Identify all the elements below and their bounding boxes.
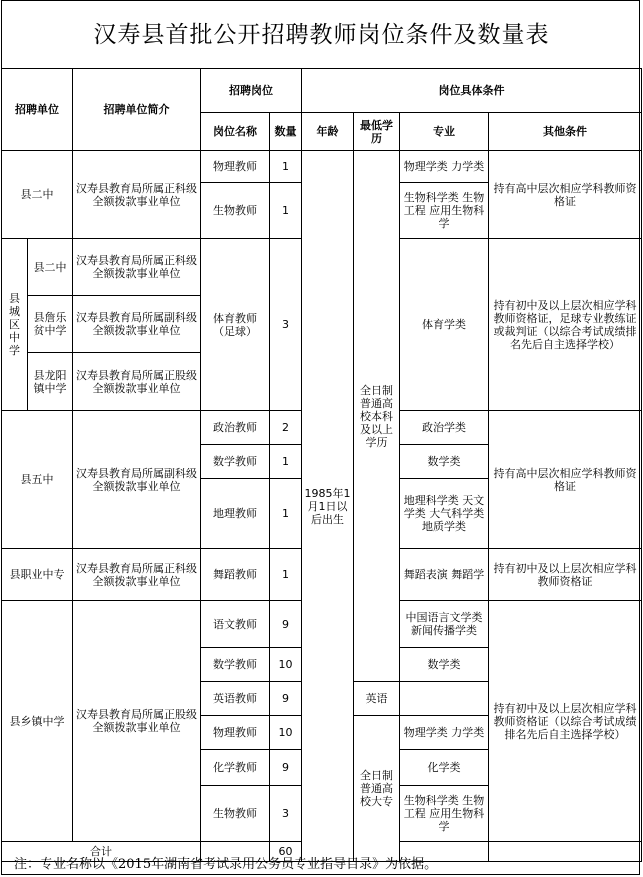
education-bachelor: 全日制普通高校本科及以上学历 <box>354 151 400 682</box>
footnote: 注：专业名称以《2015年湖南省考试录用公务员专业指导目录》为依据。 <box>14 857 438 872</box>
header-unit: 招聘单位 <box>2 69 73 151</box>
header-education: 最低学历 <box>354 113 400 151</box>
count-math-1: 1 <box>270 445 302 479</box>
unit-er-zhong: 县二中 <box>2 151 73 239</box>
header-age: 年龄 <box>302 113 354 151</box>
total-count: 60 <box>270 842 302 862</box>
other-wu-zhong: 持有高中层次相应学科教师资格证 <box>489 411 642 549</box>
intro-xiangzhen: 汉寿县教育局所属正股级全额拨款事业单位 <box>73 601 201 842</box>
count-english: 9 <box>270 682 302 716</box>
post-chemistry: 化学教师 <box>201 750 270 786</box>
other-zhiye: 持有初中及以上层次相应学科教师资格证 <box>489 549 642 601</box>
major-physics-1: 物理学类 力学类 <box>400 151 489 183</box>
age-requirement: 1985年1月1日以后出生 <box>302 151 354 862</box>
major-biology-2: 生物科学类 生物工程 应用生物科学 <box>400 786 489 842</box>
unit-wu-zhong: 县五中 <box>2 411 73 549</box>
count-biology-2: 3 <box>270 786 302 842</box>
major-politics: 政治学类 <box>400 411 489 445</box>
other-chengqu: 持有初中及以上层次相应学科教师资格证，足球专业教练证或裁判证（以综合考试成绩排名先后自主选择学校） <box>489 239 642 411</box>
intro-zhiye: 汉寿县教育局所属正科级全额拨款事业单位 <box>73 549 201 601</box>
major-chemistry: 化学类 <box>400 750 489 786</box>
other-er-zhong: 持有高中层次相应学科教师资格证 <box>489 151 642 239</box>
post-dance: 舞蹈教师 <box>201 549 270 601</box>
major-math-1: 数学类 <box>400 445 489 479</box>
intro-wu-zhong: 汉寿县教育局所属副科级全额拨款事业单位 <box>73 411 201 549</box>
intro-canle: 汉寿县教育局所属副科级全额拨款事业单位 <box>73 296 201 353</box>
unit-chengqu: 县城区中学 <box>2 239 28 411</box>
count-politics: 2 <box>270 411 302 445</box>
other-xiangzhen: 持有初中及以上层次相应学科教师资格证（以综合考试成绩排名先后自主选择学校） <box>489 601 642 842</box>
education-college: 全日制普通高校大专 <box>354 716 400 862</box>
post-biology-2: 生物教师 <box>201 786 270 842</box>
count-physics-2: 10 <box>270 716 302 750</box>
count-dance: 1 <box>270 549 302 601</box>
count-math-2: 10 <box>270 648 302 682</box>
header-count: 数量 <box>270 113 302 151</box>
table-row <box>2 151 642 183</box>
post-politics: 政治教师 <box>201 411 270 445</box>
count-physics-1: 1 <box>270 151 302 183</box>
header-major: 专业 <box>400 113 489 151</box>
header-row-1 <box>2 69 642 113</box>
count-chinese: 9 <box>270 601 302 648</box>
count-chemistry: 9 <box>270 750 302 786</box>
count-geography: 1 <box>270 479 302 549</box>
post-pe: 体育教师（足球） <box>201 239 270 411</box>
intro-er-zhong: 汉寿县教育局所属正科级全额拨款事业单位 <box>73 151 201 239</box>
header-other: 其他条件 <box>489 113 642 151</box>
major-chinese: 中国语言文学类 新闻传播学类 <box>400 601 489 648</box>
post-biology-1: 生物教师 <box>201 183 270 239</box>
unit-xiangzhen: 县乡镇中学 <box>2 601 73 842</box>
count-biology-1: 1 <box>270 183 302 239</box>
count-pe: 3 <box>270 239 302 411</box>
page-title: 汉寿县首批公开招聘教师岗位条件及数量表 <box>93 22 550 48</box>
post-physics-1: 物理教师 <box>201 151 270 183</box>
post-english: 英语教师 <box>201 682 270 716</box>
post-chinese: 语文教师 <box>201 601 270 648</box>
intro-chengqu-er: 汉寿县教育局所属正科级全额拨款事业单位 <box>73 239 201 296</box>
header-intro: 招聘单位简介 <box>73 69 201 151</box>
post-math-1: 数学教师 <box>201 445 270 479</box>
post-physics-2: 物理教师 <box>201 716 270 750</box>
header-post-name: 岗位名称 <box>201 113 270 151</box>
major-biology-1: 生物科学类 生物工程 应用生物科学 <box>400 183 489 239</box>
major-geography: 地理科学类 天文学类 大气科学类 地质学类 <box>400 479 489 549</box>
major-dance: 舞蹈表演 舞蹈学 <box>400 549 489 601</box>
recruitment-table <box>1 68 642 862</box>
unit-zhiye: 县职业中专 <box>2 549 73 601</box>
major-english: 英语 <box>354 682 400 716</box>
header-post: 招聘岗位 <box>201 69 302 113</box>
major-pe: 体育学类 <box>400 239 489 411</box>
post-math-2: 数学教师 <box>201 648 270 682</box>
header-conditions: 岗位具体条件 <box>302 69 642 113</box>
unit-canle: 县詹乐贫中学 <box>28 296 73 353</box>
major-math-2: 数学类 <box>400 648 489 682</box>
post-geography: 地理教师 <box>201 479 270 549</box>
total-empty-3 <box>489 842 642 862</box>
unit-longyang: 县龙阳镇中学 <box>28 353 73 411</box>
intro-longyang: 汉寿县教育局所属正股级全额拨款事业单位 <box>73 353 201 411</box>
unit-chengqu-er: 县二中 <box>28 239 73 296</box>
major-physics-2: 物理学类 力学类 <box>400 716 489 750</box>
total-label: 合计 <box>2 842 201 862</box>
